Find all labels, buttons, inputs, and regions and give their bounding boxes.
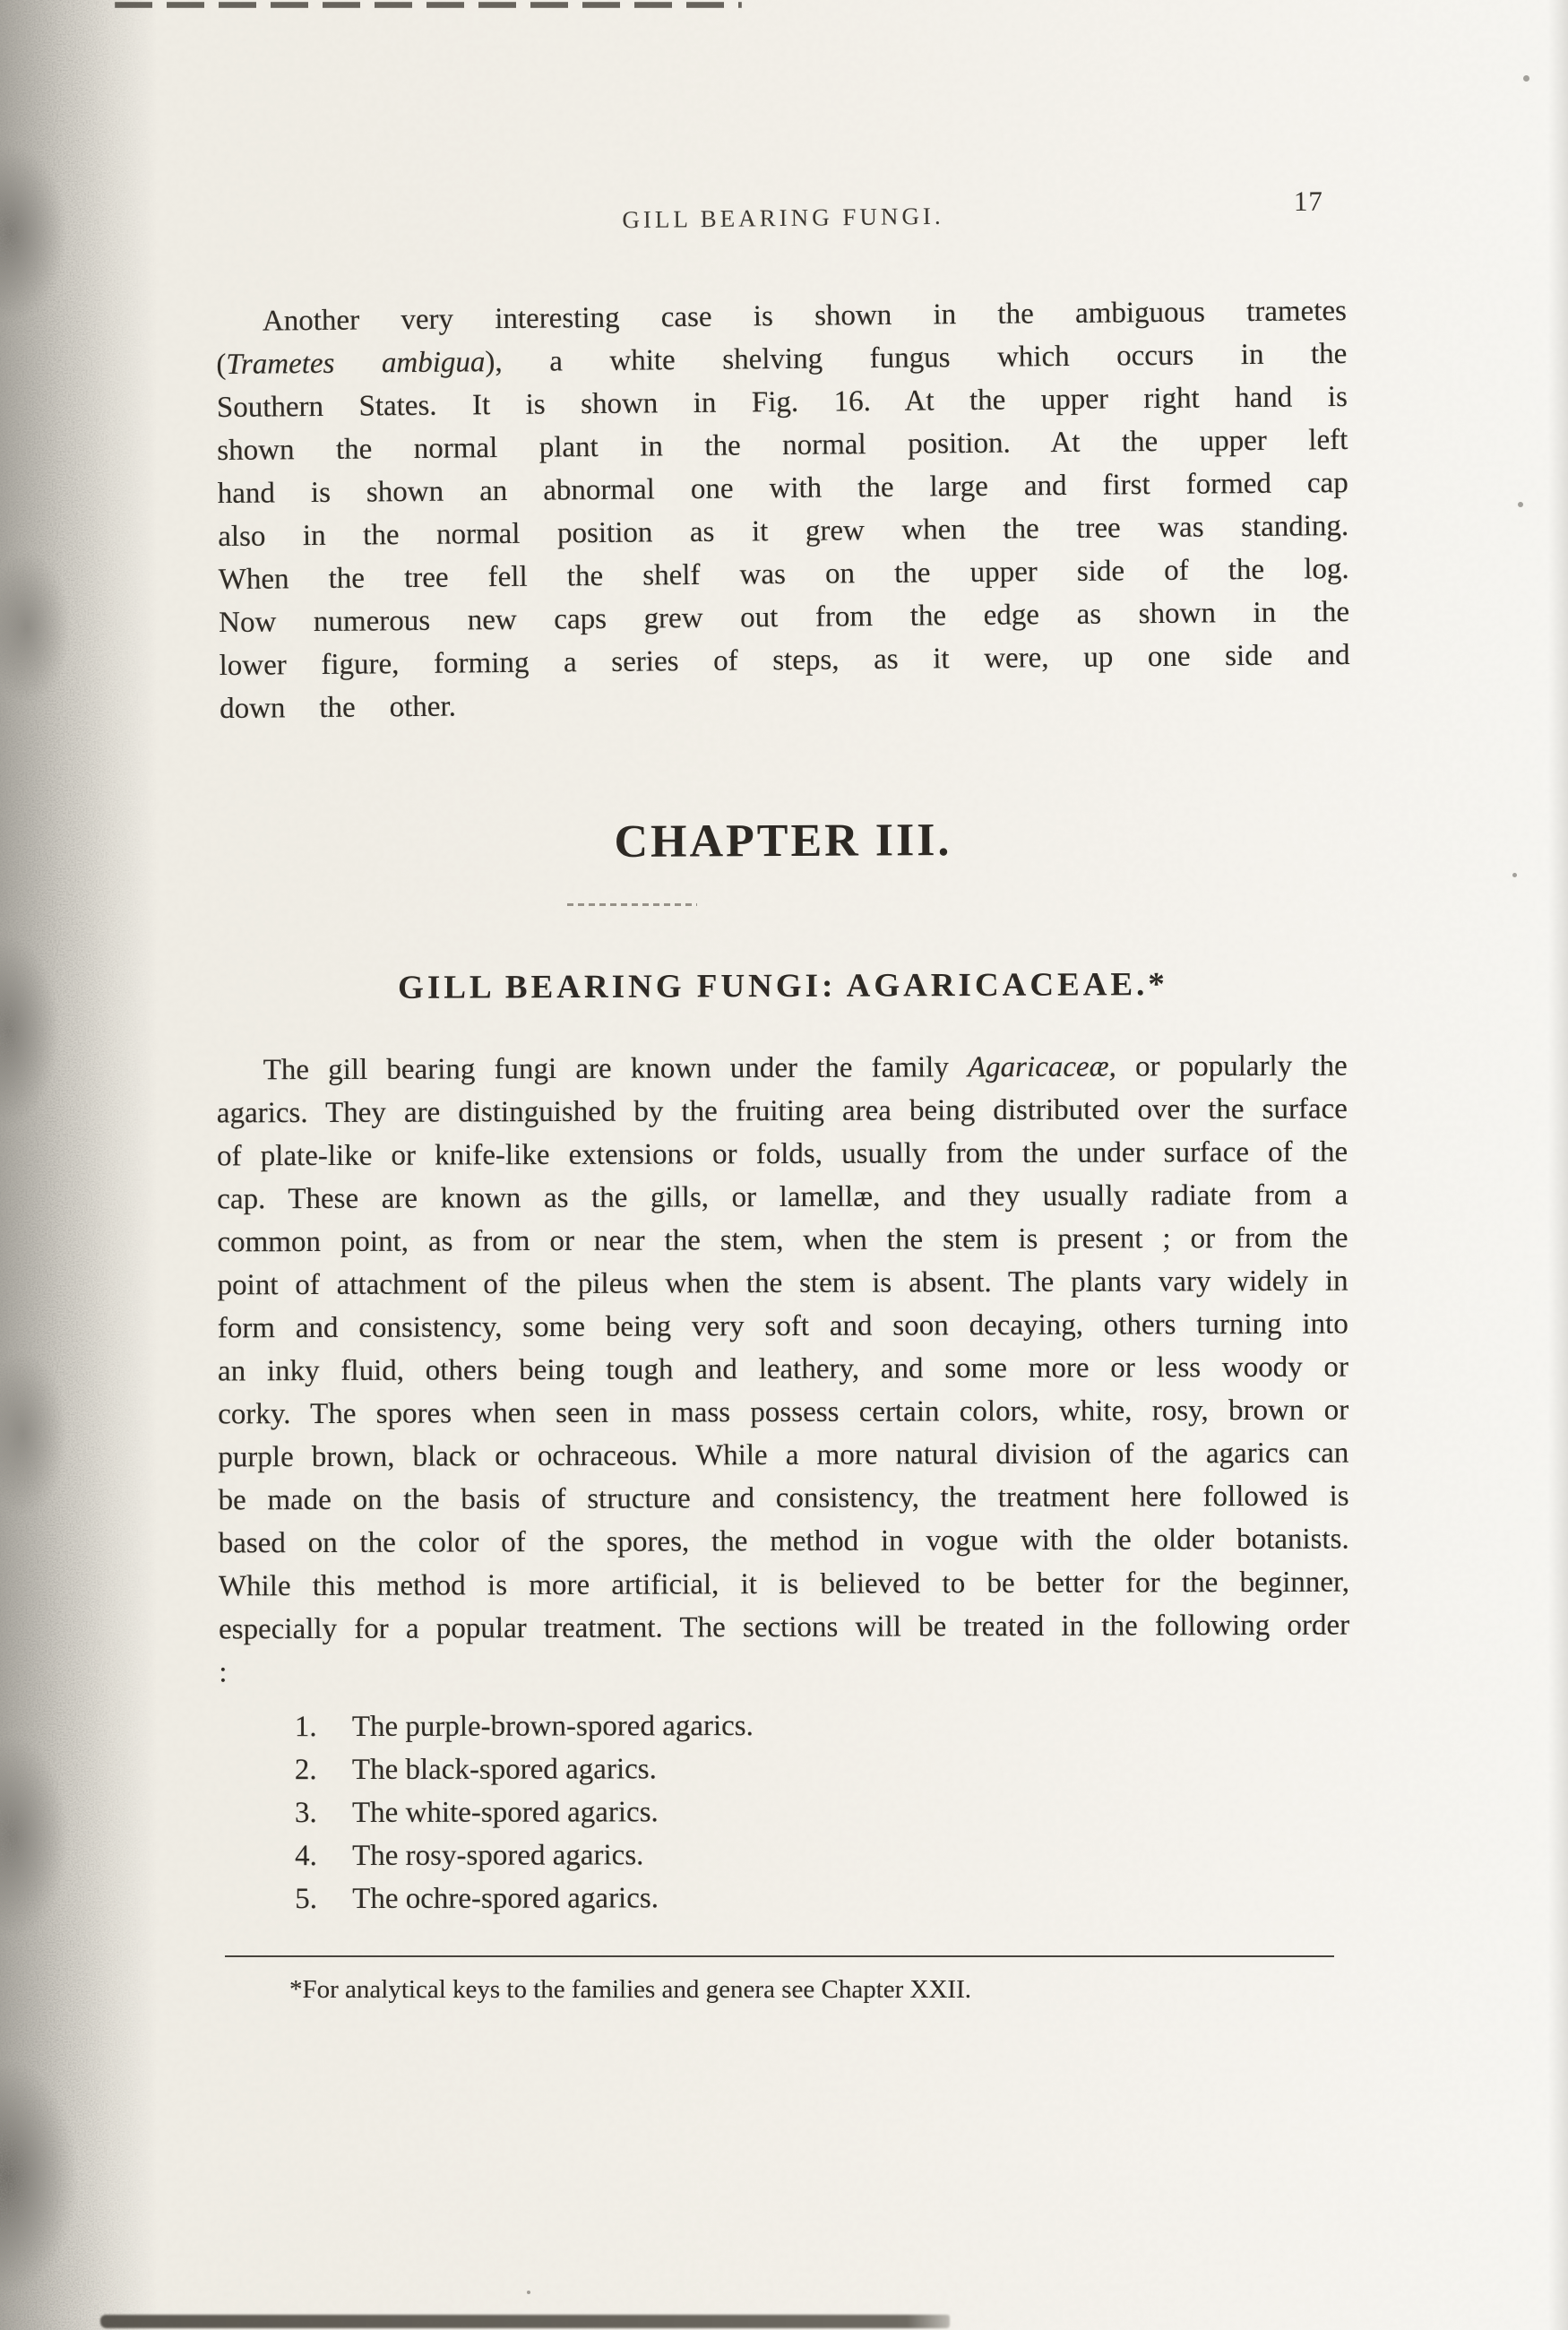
- intro-paragraph: [216, 289, 1351, 730]
- scan-edge-bottom-band: [100, 2315, 950, 2328]
- list-item-label: The rosy-spored agarics.: [352, 1839, 644, 1873]
- list-item-number: 1.: [294, 1711, 317, 1744]
- list-item: [295, 1704, 1348, 1748]
- scan-speck: [1523, 75, 1529, 82]
- ornament-divider: [567, 903, 697, 906]
- paragraph-text: The gill bearing fungi are known under the family: [263, 1051, 969, 1087]
- chapter-heading: CHAPTER III.: [614, 815, 952, 867]
- book-page: [218, 0, 1348, 2007]
- list-item-number: 5.: [295, 1883, 317, 1916]
- scan-edge-right-shading: [1548, 0, 1568, 2330]
- list-item-label: The white-spored agarics.: [351, 1796, 659, 1830]
- scan-speck: [1518, 502, 1523, 507]
- list-item-label: The black-spored agarics.: [351, 1753, 657, 1787]
- list-item: [295, 1790, 1348, 1834]
- page-number: 17: [1293, 185, 1324, 218]
- list-item: [295, 1833, 1348, 1877]
- running-head: GILL BEARING FUNGI.: [622, 202, 944, 234]
- paragraph-text: or popularly the agarics. They are distinguished by the fruiting area being distributed over the surface of plate-like or knife-like extensions or folds, usually from the under surface of the cap. These are known as the gills, or lamellæ, and they usually radiate from a common point, as from or near the stem, when the stem is present ; or from the point of attachment of the pileus when the stem is absent. The plants vary widely in form and consistency, some being very soft and soon decaying, others turning into an inky fluid, others being tough and leathery, and some more or less woody or corky. The spores when seen in mass possess certain colors, white, rosy, brown or purple brown, black or ochraceous. While a more natural division of the agarics can be made on the basis of structure and consistency, the treatment here followed is based on the color of the spores, the method in vogue with the older botanists. While this method is more artificial, it is believed to be better for the beginner, especially for a popular treatment. The sections will be treated in the following order :: [216, 1049, 1350, 1689]
- list-item-label: The purple-brown-spored agarics.: [351, 1710, 754, 1744]
- list-item: [295, 1876, 1348, 1920]
- list-item-number: 2.: [294, 1754, 317, 1787]
- paragraph-text: Another very interesting case is shown in the ambiguous trametes (: [216, 294, 1348, 382]
- list-item-number: 4.: [295, 1840, 317, 1873]
- footnote: *For analytical keys to the families and genera see Chapter XXII.: [289, 1975, 971, 2004]
- scan-edge-left-noise: [0, 0, 166, 2330]
- list-item: [295, 1747, 1348, 1791]
- spore-list: [218, 1704, 1349, 1921]
- paragraph-text: ), a white shelving fungus which occurs in the Southern States. It is shown in Fig. 16. At the upper right hand is shown the normal plant in the normal position. At the upper left hand is shown an abnormal one with the large and first formed cap also in the normal position as it grew when the tree was standing. When the tree fell the shelf was on the upper side of the log. Now numerous new caps grew out from the edge as shown in the lower figure, forming a series of steps, as it were, up one side and down the other.: [216, 337, 1350, 726]
- section-heading: GILL BEARING FUNGI: AGARICACEAE.*: [398, 966, 1168, 1006]
- list-item-label: The ochre-spored agarics.: [352, 1882, 659, 1916]
- scan-speck: [1512, 873, 1517, 877]
- family-name-italic: Agaricaceæ,: [967, 1050, 1116, 1084]
- footnote-rule: [225, 1955, 1334, 1957]
- body-paragraph: [217, 1045, 1350, 1695]
- species-name-italic: Trametes ambigua: [226, 346, 486, 381]
- scan-speck: [527, 2291, 530, 2294]
- list-item-number: 3.: [294, 1797, 317, 1830]
- page-header: [218, 185, 1348, 238]
